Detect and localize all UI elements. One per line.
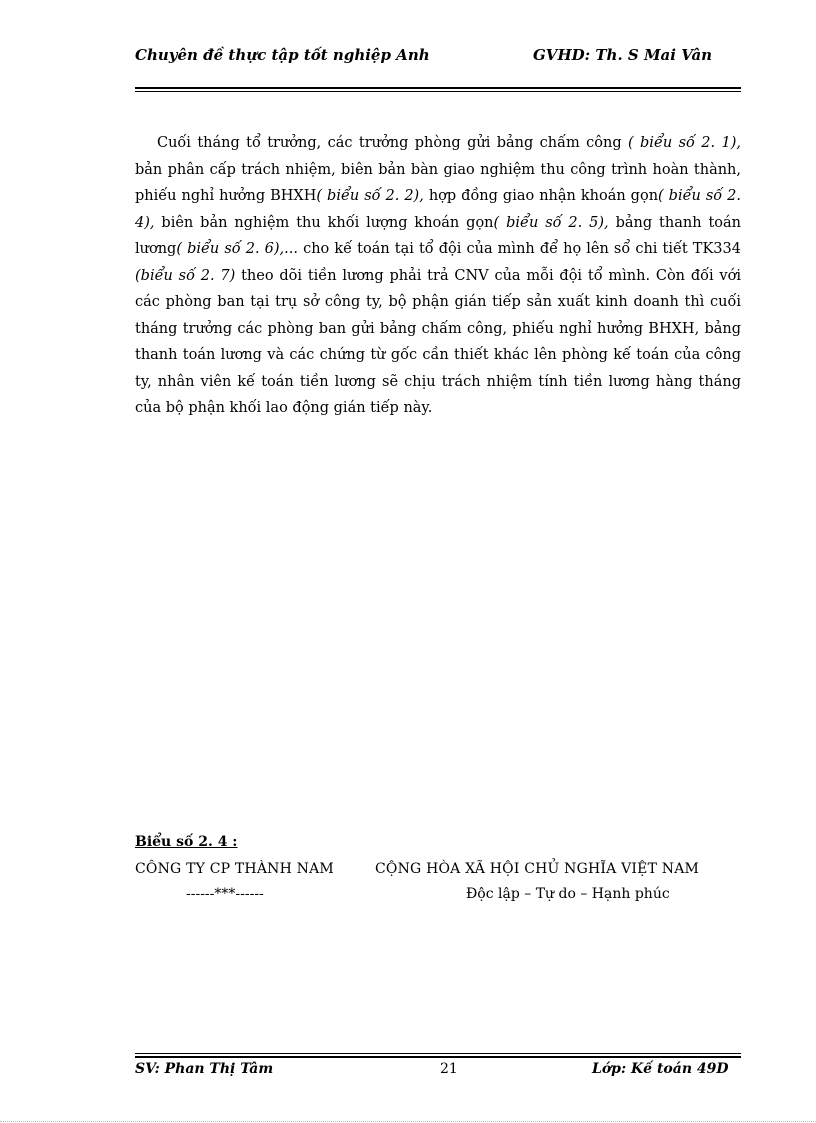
body-text-5: bảng thanh toán lương — [135, 214, 741, 257]
body-text-4: biên bản nghiệm thu khối lượng khoán gọn — [154, 214, 494, 231]
body-text-1: Cuối tháng tổ trưởng, các trưởng phòng gửi bảng chấm công — [157, 135, 628, 151]
ref-form-2-5: ( biểu số 2. 5), — [493, 214, 609, 231]
ref-form-2-7: (biểu số 2. 7) — [135, 267, 236, 284]
header-supervisor: GVHD: Th. S Mai Vân — [533, 46, 713, 64]
footer-class: Lớp: Kế toán 49D — [592, 1061, 729, 1077]
body-text-6: cho kế toán tại tổ đội của mình để họ lên sổ chi tiết TK334 — [297, 241, 741, 257]
body-text-2: bản phân cấp trách nhiệm, biên bản bàn giao nghiệm thu công trình hoàn thành, phiếu nghỉ hưởng BHXH — [135, 161, 741, 204]
body-text-7: theo dõi tiền lương phải trả CNV của mỗi đội tổ mình. Còn đối với các phòng ban tại trụ sở công ty, bộ phận gián tiếp sản xuất kinh doanh thì cuối tháng trưởng các phòng ban gửi bảng chấm công, phiếu nghỉ hưởng BHXH, bảng thanh toán lương và các chứng từ gốc cần thiết khác lên phòng kế toán của công ty, nhân viên kế toán tiền lương sẽ chịu trách nhiệm tính tiền lương hàng tháng của bộ phận khối lao động gián tiếp này. — [135, 267, 741, 416]
header-rule-thin — [135, 91, 741, 92]
header-title: Chuyên đề thực tập tốt nghiệp Anh — [135, 46, 430, 64]
body-paragraph — [135, 130, 741, 422]
form-label: Biểu số 2. 4 : — [135, 834, 238, 850]
footer-student: SV: Phan Thị Tâm — [135, 1061, 274, 1077]
company-name: CÔNG TY CP THÀNH NAM — [135, 861, 334, 877]
national-motto: Độc lập – Tự do – Hạnh phúc — [466, 886, 670, 902]
ref-form-2-1: ( biểu số 2. 1), — [627, 135, 741, 151]
page-number: 21 — [440, 1061, 458, 1077]
page-bottom-divider — [0, 1121, 816, 1122]
footer-rule-thick — [135, 1056, 741, 1058]
header-rule-thick — [135, 87, 741, 89]
national-title: CỘNG HÒA XÃ HỘI CHỦ NGHĨA VIỆT NAM — [375, 861, 700, 877]
ref-form-2-6: ( biểu số 2. 6),... — [176, 241, 298, 257]
ref-form-2-4: ( biểu số 2. 4), — [135, 188, 741, 231]
ref-form-2-2: ( biểu số 2. 2), — [316, 188, 424, 204]
footer-rule-thin — [135, 1053, 741, 1054]
body-text-3: hợp đồng giao nhận khoán gọn — [423, 188, 659, 204]
company-separator: ------***------ — [186, 886, 264, 902]
